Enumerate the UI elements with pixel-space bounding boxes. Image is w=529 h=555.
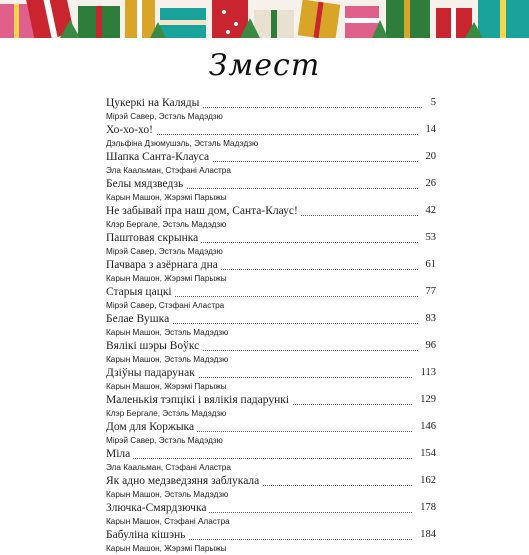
story-authors: Карын Машон, Жэрэмі Парыжы	[106, 274, 227, 283]
story-authors: Карын Машон, Жэрэмі Парыжы	[106, 193, 227, 202]
page-number: 178	[412, 501, 436, 515]
story-title: Белы мядзведзь	[106, 177, 186, 191]
story-title: Паштовая скрынка	[106, 231, 201, 245]
toc-entry-line	[106, 204, 436, 219]
page-number: 154	[412, 447, 436, 461]
toc-entry	[106, 528, 436, 555]
page-number: 61	[418, 258, 437, 272]
toc-entry	[106, 420, 436, 447]
toc-entry-line	[106, 420, 436, 435]
story-authors: Мірэй Савер, Эстэль Мадэдзю	[106, 247, 223, 256]
story-title: Белае Вушка	[106, 312, 172, 326]
story-authors: Эла Каальман, Стэфані Аластра	[106, 463, 231, 472]
story-authors: Карын Машон, Жэрэмі Парыжы	[106, 382, 227, 391]
story-title: Бабуліна кішэнь	[106, 528, 188, 542]
toc-entry	[106, 150, 436, 177]
toc-entry-line	[106, 339, 436, 354]
page-number: 129	[412, 393, 436, 407]
table-of-contents	[106, 96, 436, 555]
toc-entry	[106, 366, 436, 393]
story-authors: Мірэй Савер, Эстэль Мадэдзю	[106, 436, 223, 445]
toc-entry	[106, 204, 436, 231]
toc-entry-line	[106, 447, 436, 462]
page-title: Змест	[208, 48, 321, 83]
story-title: Дзіўны падарунак	[106, 366, 198, 380]
toc-entry-line	[106, 528, 436, 543]
toc-entry-line	[106, 123, 436, 138]
story-authors: Карын Машон, Стэфані Аластра	[106, 517, 230, 526]
page-number: 14	[418, 123, 437, 137]
toc-entry-line	[106, 366, 436, 381]
story-title: Пачвара з азёрнага дна	[106, 258, 221, 272]
story-authors: Дэльфіна Дзюмушэль, Эстэль Мадэдзю	[106, 139, 259, 148]
page-number: 77	[418, 285, 437, 299]
toc-entry	[106, 177, 436, 204]
story-title: Цукеркі на Каляды	[106, 96, 202, 110]
toc-entry	[106, 501, 436, 528]
page-number: 113	[413, 366, 436, 380]
toc-entry	[106, 258, 436, 285]
toc-entry	[106, 474, 436, 501]
story-title: Шапка Санта-Клауса	[106, 150, 212, 164]
toc-entry-line	[106, 285, 436, 300]
gift-boxes	[0, 0, 529, 38]
toc-entry-line	[106, 258, 436, 273]
toc-entry-line	[106, 312, 436, 327]
story-title: Міла	[106, 447, 133, 461]
story-authors: Карын Машон, Жэрэмі Парыжы	[106, 544, 227, 553]
page-number: 42	[418, 204, 437, 218]
toc-entry	[106, 393, 436, 420]
story-authors: Мірэй Савер, Стэфані Аластра	[106, 301, 225, 310]
toc-entry	[106, 312, 436, 339]
toc-entry	[106, 123, 436, 150]
story-authors: Клэр Бергале, Эстэль Мадэдзю	[106, 409, 227, 418]
story-title: Хо-хо-хо!	[106, 123, 156, 137]
toc-entry	[106, 231, 436, 258]
page-number: 146	[412, 420, 436, 434]
story-title: Злючка-Смярдзючка	[106, 501, 209, 515]
page-number: 96	[418, 339, 437, 353]
story-title: Маленькія тэпцікі і вялікія падарункі	[106, 393, 292, 407]
toc-entry-line	[106, 150, 436, 165]
toc-entry-line	[106, 96, 436, 111]
story-authors: Эла Каальман, Стэфані Аластра	[106, 166, 231, 175]
decorative-gift-banner	[0, 0, 529, 38]
story-title: Старыя цацкі	[106, 285, 175, 299]
story-authors: Карын Машон, Эстэль Мадэдзю	[106, 328, 229, 337]
story-title: Не забывай пра наш дом, Санта-Клаус!	[106, 204, 301, 218]
toc-entry	[106, 339, 436, 366]
page-number: 162	[412, 474, 436, 488]
page-number: 83	[418, 312, 437, 326]
page-number: 20	[418, 150, 437, 164]
page-number: 5	[423, 96, 436, 110]
toc-entry	[106, 447, 436, 474]
story-authors: Мірэй Савер, Эстэль Мадэдзю	[106, 112, 223, 121]
story-authors: Клэр Бергале, Эстэль Мадэдзю	[106, 220, 227, 229]
toc-entry-line	[106, 231, 436, 246]
story-title: Як адно медзведзяня заблукала	[106, 474, 262, 488]
toc-entry-line	[106, 474, 436, 489]
toc-entry-line	[106, 177, 436, 192]
page-number: 26	[418, 177, 437, 191]
page-number: 53	[418, 231, 437, 245]
dot-leader	[106, 458, 436, 459]
toc-entry	[106, 96, 436, 123]
story-authors: Карын Машон, Эстэль Мадэдзю	[106, 355, 229, 364]
page-number: 184	[412, 528, 436, 542]
story-title: Вялікі шэры Воўкс	[106, 339, 202, 353]
toc-entry-line	[106, 393, 436, 408]
toc-entry-line	[106, 501, 436, 516]
story-authors: Карын Машон, Эстэль Мадэдзю	[106, 490, 229, 499]
story-title: Дом для Коржыка	[106, 420, 197, 434]
gifts-illustration	[0, 0, 529, 38]
toc-entry	[106, 285, 436, 312]
